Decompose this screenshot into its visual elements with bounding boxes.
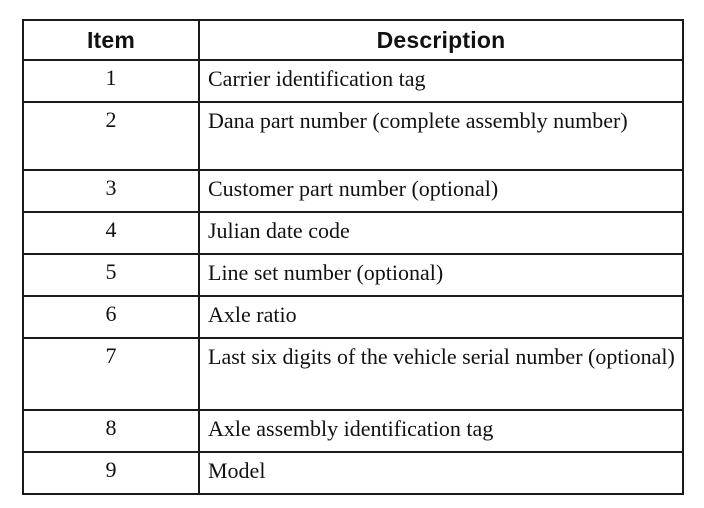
item-description: Last six digits of the vehicle serial number (optional) (199, 338, 683, 410)
item-number: 4 (23, 212, 199, 254)
item-description: Model (199, 452, 683, 494)
item-description: Axle assembly identification tag (199, 410, 683, 452)
table-row (23, 102, 683, 170)
item-description: Line set number (optional) (199, 254, 683, 296)
table-row (23, 212, 683, 254)
item-number: 5 (23, 254, 199, 296)
table-row (23, 254, 683, 296)
item-description: Dana part number (complete assembly number) (199, 102, 683, 170)
item-number: 9 (23, 452, 199, 494)
table-row (23, 170, 683, 212)
table-header-row (23, 20, 683, 60)
table-row (23, 410, 683, 452)
item-description: Axle ratio (199, 296, 683, 338)
table-row (23, 452, 683, 494)
item-number: 6 (23, 296, 199, 338)
table-row (23, 338, 683, 410)
item-number: 1 (23, 60, 199, 102)
table-row (23, 60, 683, 102)
item-number: 3 (23, 170, 199, 212)
item-description: Carrier identification tag (199, 60, 683, 102)
item-description-table (22, 19, 684, 495)
item-number: 8 (23, 410, 199, 452)
item-number: 2 (23, 102, 199, 170)
item-description: Julian date code (199, 212, 683, 254)
item-number: 7 (23, 338, 199, 410)
table-row (23, 296, 683, 338)
item-description: Customer part number (optional) (199, 170, 683, 212)
item-column-header: Item (23, 20, 199, 60)
description-column-header: Description (199, 20, 683, 60)
